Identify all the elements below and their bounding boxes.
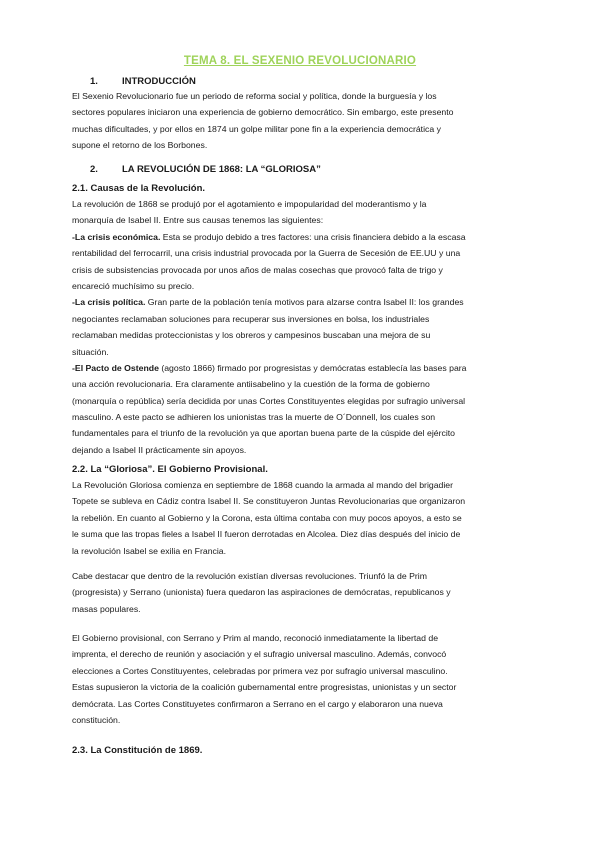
text-line: masculino. A este pacto se adhieren los unionistas tras la muerte de O´Donnell, los cuales son [72,412,436,423]
political-crisis-label: -La crisis política. [72,297,146,308]
text-line [72,294,536,310]
text-line: demócrata. Las Cortes Constituyetes confirmaron a Serrano en el cargo y elaboraron una nueva [72,698,443,709]
gloriosa-paragraph-2 [72,568,536,617]
text-line: crisis de subsistencias provocada por unos años de malas cosechas que provocó falta de trigo y [72,264,443,275]
text-line: masas populares. [72,603,141,614]
text-line: imprenta, el derecho de reunión y asociación y el sufragio universal masculino. Además, convocó [72,649,447,660]
text-line: La revolución de 1868 se produjó por el agotamiento e impopularidad del moderantismo y la [72,199,427,209]
section-1-heading [72,76,196,87]
text-span: Esta se produjo debido a tres factores: una crisis financiera debido a la escasa [160,231,466,242]
ostende-pact-label: -El Pacto de Ostende [72,362,159,373]
document-title: TEMA 8. EL SEXENIO REVOLUCIONARIO [183,55,417,67]
text-line: Estas supusieron la victoria de la coalición gubernamental entre progresistas, unionistas y un sector [72,682,457,693]
text-line: El Sexenio Revolucionario fue un periodo de reforma social y política, donde la burguesía y los [72,91,437,101]
gloriosa-paragraph-3 [72,630,536,728]
text-line: sectores populares iniciaron una experiencia de gobierno democrático. Sin embargo, este presento [72,107,454,118]
section-1-number: 1. [90,76,98,87]
causes-paragraph [72,196,536,458]
text-line: la revolución Isabel se exilia en Francia. [72,545,227,556]
section-2-heading [72,164,321,175]
text-line: La Revolución Gloriosa comienza en septiembre de 1868 cuando la armada al mando del brigadier [72,480,454,490]
text-line: le suma que las tropas fieles a Isabel II fueron derrotadas en Alcolea. Diez días después del inicio de [72,529,461,540]
text-line [72,229,536,245]
text-line: elecciones a Cortes Constituyentes, celebradas por primera vez por sufragio universal masculino. [72,665,448,676]
text-span: (agosto 1866) firmado por progresistas y demócratas establecía las bases para [158,362,467,373]
text-line: monarquía de Isabel II. Entre sus causas tenemos las siguientes: [72,215,324,226]
text-line: muchas dificultades, y por ellos en 1874 un golpe militar pone fin a la experiencia democrática y [72,123,441,134]
text-line: fundamentales para el triunfo de la revolución ya que aportan buena parte de la cúspide del ejército [72,428,455,439]
section-2-title: LA REVOLUCIÓN DE 1868: LA “GLORIOSA” [122,164,321,175]
text-line: (progresista) y Serrano (unionista) fuera quedaron las aspiraciones de demócratas, republicanos y [72,587,451,598]
text-line: constitución. [72,714,121,725]
subsection-2-3-heading: 2.3. La Constitución de 1869. [72,745,203,756]
text-line: (monarquía o república) sería decidida por unas Cortes Constituyentes elegidas por sufragio universal [72,395,466,406]
subsection-2-1-heading: 2.1. Causas de la Revolución. [72,183,206,194]
intro-paragraph [72,88,536,154]
text-line: El Gobierno provisional, con Serrano y Prim al mando, reconoció inmediatamente la libertad de [72,633,439,643]
text-line: encareció muchísimo su precio. [72,280,195,291]
text-line: reclamaban medidas proteccionistas y los obreros y campesinos buscaban una mejora de su [72,330,431,341]
text-span: Gran parte de la población tenía motivos para alzarse contra Isabel II: los grandes [145,297,464,308]
text-line: situación. [72,346,109,357]
text-line: una acción revolucionaria. Era claramente antiisabelino y la cuestión de la forma de gobierno [72,379,430,390]
subsection-2-2-heading: 2.2. La “Gloriosa”. El Gobierno Provisional. [72,464,268,475]
text-line: rentabilidad del ferrocarril, una crisis industrial provocada por la Guerra de Secesión de EE.UU y una [72,248,461,259]
text-line: la rebelión. En cuanto al Gobierno y la Corona, esta última contaba con muy pocos apoyos, a esto se [72,512,462,523]
text-line: dejando a Isabel II prácticamente sin apoyos. [72,444,247,455]
section-2-number: 2. [90,164,98,175]
text-line: Cabe destacar que dentro de la revolución existían diversas revoluciones. Triunfó la de Prim [72,571,427,581]
text-line: negociantes reclamaban soluciones para recuperar sus inversiones en bolsa, los industriales [72,313,430,324]
text-line: supone el retorno de los Borbones. [72,140,208,151]
text-line: Topete se subleva en Cádiz contra Isabel II. Se constituyeron Juntas Revolucionarias que organizaron [72,496,466,507]
economic-crisis-label: -La crisis económica. [72,231,161,242]
gloriosa-paragraph-1 [72,477,536,559]
text-line [72,360,536,376]
section-1-title: INTRODUCCIÓN [122,76,196,87]
